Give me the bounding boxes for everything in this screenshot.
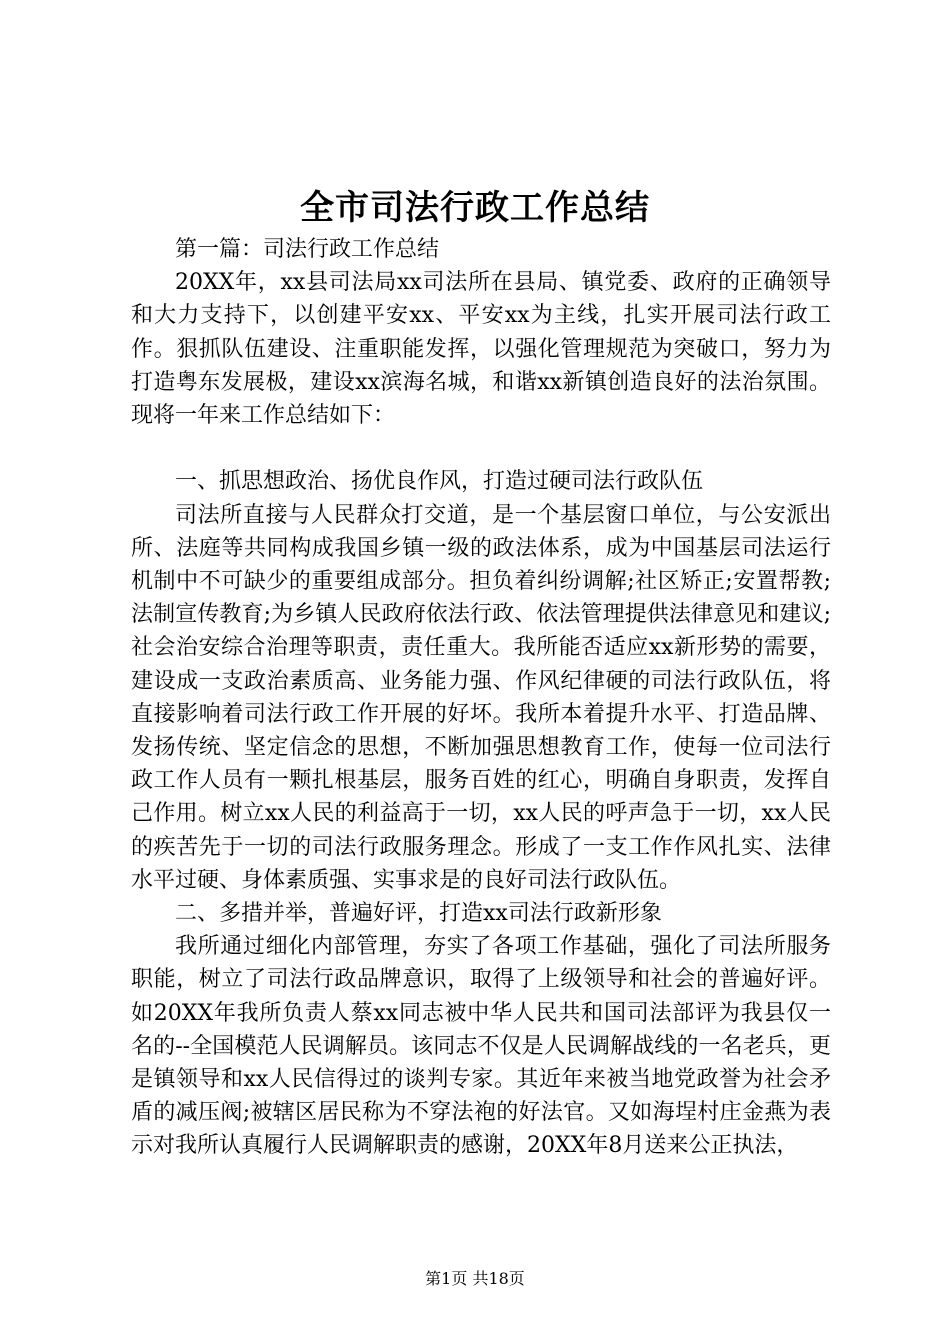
document-body — [131, 233, 831, 1163]
section-heading-one: 一、抓思想政治、扬优良作风，打造过硬司法行政队伍 — [175, 469, 704, 495]
section-heading-two: 二、多措并举，普遍好评，打造xx司法行政新形象 — [175, 901, 662, 927]
document-title: 全市司法行政工作总结 — [300, 188, 650, 228]
page-number-footer: 第1页 共18页 — [425, 1269, 525, 1288]
section-one-paragraph: 司法所直接与人民群众打交道，是一个基层窗口单位，与公安派出所、法庭等共同构成我国乡镇一级的政法体系，成为中国基层司法运行机制中不可缺少的重要组成部分。担负着纠纷调解;社区矫正;安置帮教;法制宣传教育;为乡镇人民政府依法行政、依法管理提供法律意见和建议;社会治安综合治理等职责，责任重大。我所能否适应xx新形势的需要，建设成一支政治素质高、业务能力强、作风纪律硬的司法行政队伍，将直接影响着司法行政工作开展的好坏。我所本着提升水平、打造品牌、发扬传统、坚定信念的思想，不断加强思想教育工作，使每一位司法行政工作人员有一颗扎根基层，服务百姓的红心，明确自身职责，发挥自己作用。树立xx人民的利益高于一切，xx人民的呼声急于一切，xx人民的疾苦先于一切的司法行政服务理念。形成了一支工作作风扎实、法律水平过硬、身体素质强、实事求是的良好司法行政队伍。 — [131, 502, 831, 893]
intro-paragraph: 20XX年，xx县司法局xx司法所在县局、镇党委、政府的正确领导和大力支持下，以创建平安xx、平安xx为主线，扎实开展司法行政工作。狠抓队伍建设、注重职能发挥，以强化管理规范为突破口，努力为打造粤东发展极，建设xx滨海名城，和谐xx新镇创造良好的法治氛围。现将一年来工作总结如下： — [131, 270, 831, 429]
section-heading-part-one: 第一篇：司法行政工作总结 — [175, 237, 440, 262]
section-two-paragraph: 我所通过细化内部管理，夯实了各项工作基础，强化了司法所服务职能，树立了司法行政品牌意识，取得了上级领导和社会的普遍好评。如20XX年我所负责人蔡xx同志被中华人民共和国司法部评为我县仅一名的--全国模范人民调解员。该同志不仅是人民调解战线的一名老兵，更是镇领导和xx人民信得过的谈判专家。其近年来被当地党政誉为社会矛盾的减压阀;被辖区居民称为不穿法袍的好法官。又如海埕村庄金燕为表示对我所认真履行人民调解职责的感谢，20XX年8月送来公正执法， — [131, 934, 831, 1159]
paragraph-spacer — [131, 432, 831, 465]
